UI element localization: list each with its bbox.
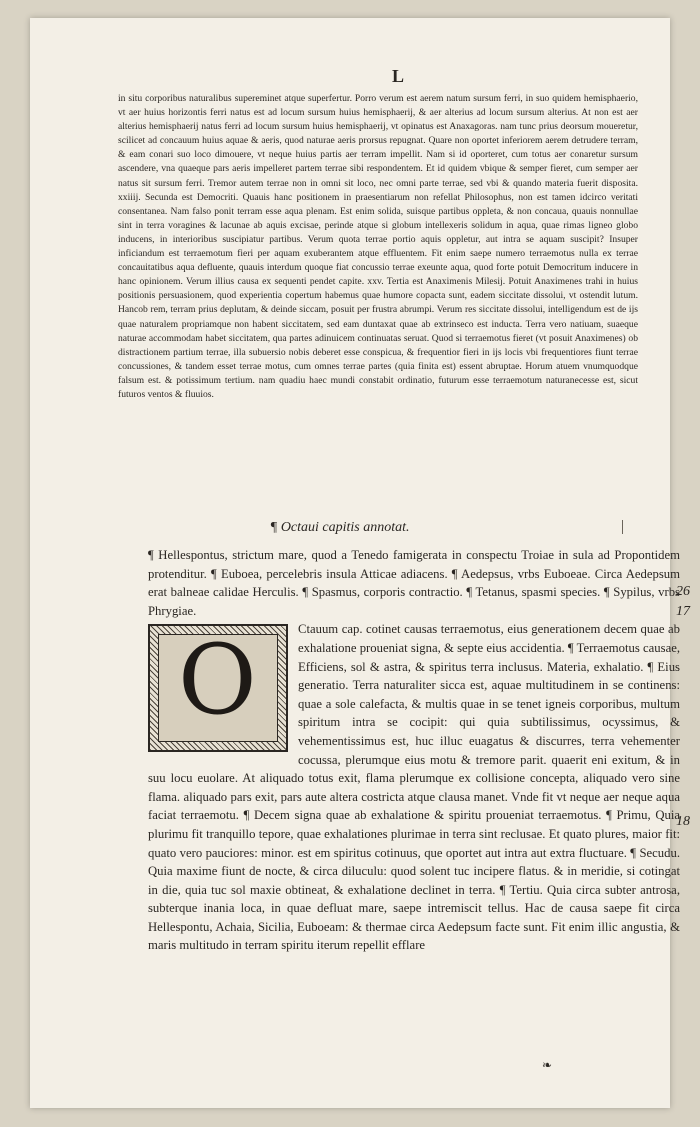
rule-mark bbox=[622, 520, 631, 534]
annotation-intro: ¶ Hellespontus, strictum mare, quod a Tenedo famigerata in conspectu Troiae in sula ad Propontidem protenditur. ¶ Euboea, percelebris insula Atticae adiacens. ¶ Aedepsus, vrbs Euboeae. Circa Aedepsum erat balneae calidae Herculis. ¶ Spasmus, corporis contractio. ¶ Tetanus, spasmi species. ¶ Sypilus, vrbs Phrygiae. bbox=[148, 548, 680, 618]
margin-note: 18 bbox=[676, 814, 690, 829]
annotation-block bbox=[148, 546, 680, 955]
commentary-paragraph: in situ corporibus naturalibus supereminet atque superfertur. Porro verum est aerem natum sursum ferri, in suo quidem hemisphaerio, vt aer huius horizontis ferri natus est ad locum sursum huius hemisphaerij, & aer alterius ad locum sursum alterius. At non est aer alterius hemisphaerij natus ferri ad locum sursum huius hemisphaerij, vt opinatus est Anaxagoras. nam tunc prius deorsum moueretur, scilicet ad concauum huius aquae & aeris, quod naturae aeris prorsus repugnat. Quare non oportet inferiorem aerem detrudere terram, & eam conari suo loco dimouere, vt neque huius partis aer terram impellit. Nam si id oporteret, cum totus aer conaretur sursum ascendere, vna quaeque pars aeris impelleret partem terrae sibi respondentem. Et id quidem vbique & semper fieret, cum semper aer natus sit sursum ferri. Tremor autem terrae non in omni sit loco, nec omni parte terrae, sed vbi & quando materia fuerit disposita. xxiiij. Secunda est Democriti. Quauis hanc positionem in praesentiarum non refellat Philosophus, non est tamen idcirco veritati consentanea. Nam falso ponit terram esse aqua plenam. Est enim solida, suisque partibus oppleta, & non concaua, quauis nonnullae sint in terra voragines & lacunae ab aquis excisae, perinde atque si globum intellexeris solidum in aqua, quae rimas ligneo globo inducens, in interioribus suscipiatur partibus. Verum quota terrae portio aquis oppletur, aut intra se aquam suscipit? Insuper inficiandum est terraemotum fieri per aquam exuberantem atque effluentem. Fit enim saepe numero terraemotus nulla ex terrae concauitatibus aqua defluente, quauis interdum quoque fiat concussio terrae exeunte aqua, quod forte potuit Democritum inducere in hanc opinionem. Verum illius causa ex sequenti pendet capite. xxv. Tertia est Anaximenis Milesij. Potuit Anaximenes trahi in huius positionis persuasionem, quod experientia copertum habemus quae humore copacta sunt, eadem siccitate dissolui, vt ostendit lutum. Hancob rem, terram prius deplutam, & deinde siccam, posuit per frustra abrumpi. Verum res siccitate dissolui, intelligendum est de ijs quae naturalem propriamque non habent siccitatem, sed eam duntaxat quae ab extrinseco est inducta. Terra vero natiuam, suaeque naturae accommodam habet siccitatem, qua partes adinuicem continuatas seruat. Quod si terraemotus fieret (vt posuit Anaximenes) ob distractionem partium terrae, illa subuersio nobis deberet esse conspicua, & frequentior fieri in ijs locis vbi frequentiores fiunt terrae concussiones, & tandem esset terrae motus, cum omnes terrae partes (quia finita est) essent abruptae. Horum atuem vnumquodque falsum est. & potissimum tertium. nam quadiu haec mundi constabit ordinatio, futurum esse terraemotum naturanecesse est, sicut futuros ventos & fluuios. bbox=[118, 93, 638, 400]
initial-letter: O bbox=[178, 624, 257, 737]
book-page bbox=[30, 18, 690, 1108]
catchmark-ornament: ❧ bbox=[542, 1058, 553, 1072]
folio-letter: L bbox=[392, 66, 406, 86]
margin-note: 17 bbox=[676, 604, 690, 619]
section-heading: ¶ Octaui capitis annotat. bbox=[270, 520, 410, 535]
margin-note: 26 bbox=[676, 584, 690, 599]
ornamental-initial-icon bbox=[148, 624, 288, 752]
annotation-body: Ctauum cap. cotinet causas terraemotus, eius generationem decem quae ab exhalatione proueniat signa, & septe eius accidentia. ¶ Terraemotus causae, Efficiens, sol & astra, & spiritus terra inclusus. Materia, exhalatio. ¶ Eius generatio. Terra naturaliter sicca est, aquae multitudinem in se continens: quae a sole calefacta, & multis quae in se tenet igneis corporibus, multum spiritum intra se cocipit: qui quia subtilissimus, ocyssimus, & vehementissimus est, huc illuc euagatus & discurres, terra vehementer cocussa, plerumque eius motu & tremore parit. quaerit eni exitum, & in suu locu euolare. At aliquado totus exit, flama plerumque ex collisione concepta, aliquado vero sine flama. aliquado pars exit, pars aute altera costricta atque clausa manet. Vnde fit vt neque aer neque aqua faciat terraemotu. ¶ Decem signa quae ab exhalatione & spiritu proueniat terraemotus. ¶ Primu, Quia plurimu fit tranquillo tepore, quae exhalationes plurimae in terra sint reclusae. Et quato plures, maior fit: quato vero pauciores: minor. est em spiritus cotinuus, que oportet aut intra aut extra fluctuare. ¶ Secudu. Quia maxime fiunt de nocte, & circa diluculu: quod solent tuc incipere flatus. & in meridie, si cotingat in die, quia tuc sol maxie obtineat, & exhalatione declinet in terra. ¶ Tertiu. Quia circa subter antrosa, subterque inania loca, in quae defluat mare, saepe intremiscit tellus. Hac de causa saepe fit circa Hellespontu, Achaia, Sicilia, Euboeam: & thermae circa Aedepsum facte sunt. Fit enim illic angustia, & maris multitudo in terram spiritu iterum repellit efflare bbox=[148, 622, 680, 953]
